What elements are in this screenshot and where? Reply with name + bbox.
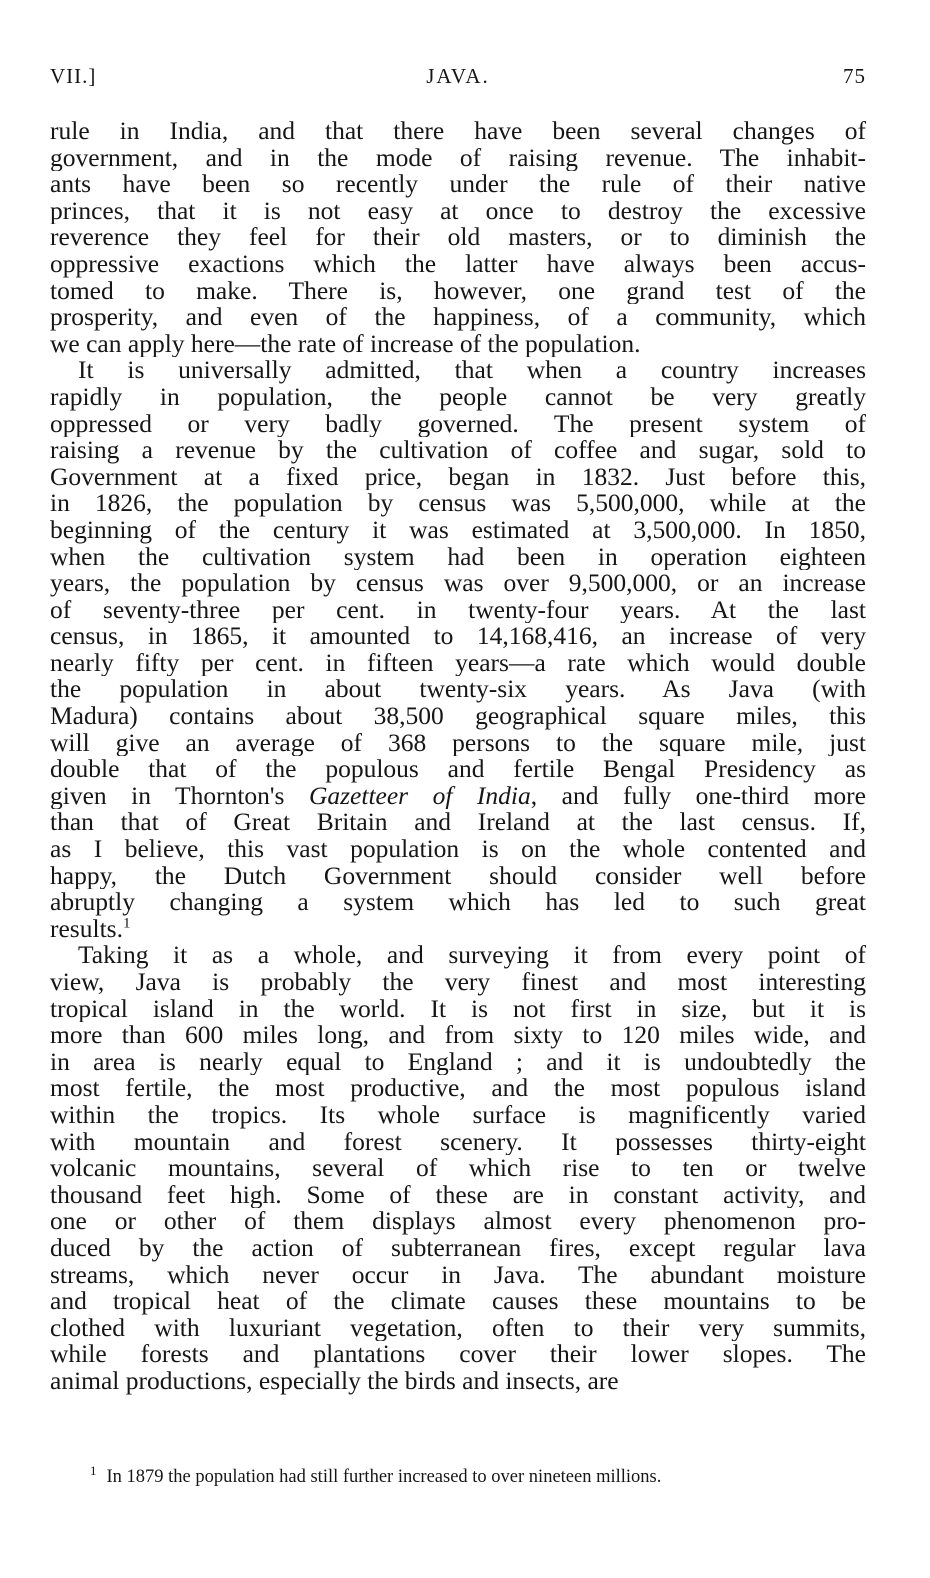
text-line <box>50 570 866 597</box>
line-text: view, Java is probably the very finest and most interesting <box>50 969 866 996</box>
line-text: happy, the Dutch Government should consider well before <box>50 862 866 890</box>
text-line <box>50 224 866 251</box>
line-text: Government at a fixed price, began in 1832. Just before this, <box>50 463 866 491</box>
line-text: streams, which never occur in Java. The abundant moisture <box>50 1261 866 1289</box>
line-text: tomed to make. There is, however, one grand test of the <box>50 277 866 305</box>
text-line <box>50 1262 866 1289</box>
text-line <box>50 1315 866 1342</box>
text-line <box>50 198 866 225</box>
line-text: while forests and plantations cover their lower slopes. The <box>50 1341 866 1368</box>
line-text: Madura) contains about 38,500 geographical square miles, this <box>50 703 866 730</box>
text-line <box>50 1155 866 1182</box>
line-text: than that of Great Britain and Ireland at the last census. If, <box>50 809 866 837</box>
line-text: clothed with luxuriant vegetation, often to their very summits, <box>50 1314 866 1342</box>
text-line <box>50 357 866 384</box>
text-line <box>50 1075 866 1102</box>
text-line <box>50 145 866 172</box>
text-line <box>50 1368 866 1395</box>
text-line <box>50 171 866 198</box>
text-line <box>50 676 866 703</box>
text-line <box>50 1208 866 1235</box>
line-text: thousand feet high. Some of these are in constant activity, and <box>50 1181 866 1209</box>
line-text: will give an average of 368 persons to the square mile, just <box>50 729 866 757</box>
text-line <box>50 1182 866 1209</box>
line-text: one or other of them displays almost every phenomenon pro- <box>50 1208 866 1235</box>
line-text: of seventy-three per cent. in twenty-four years. At the last <box>50 596 866 624</box>
line-text: more than 600 miles long, and from sixty to 120 miles wide, and <box>50 1022 866 1049</box>
text-line <box>50 889 866 916</box>
text-line <box>50 118 866 145</box>
text-line <box>50 597 866 624</box>
line-text: abruptly changing a system which has led to such great <box>50 889 866 916</box>
line-text: the population in about twenty-six years. As Java (with <box>50 676 866 704</box>
line-text: in 1826, the population by census was 5,500,000, while at the <box>50 490 866 517</box>
text-line <box>50 916 866 943</box>
text-line <box>50 384 866 411</box>
text-line <box>50 809 866 836</box>
text-line <box>50 650 866 677</box>
line-text: and tropical heat of the climate causes these mountains to be <box>50 1288 866 1315</box>
line-text: years, the population by census was over 9,500,000, or an increase <box>50 570 866 597</box>
running-head <box>50 64 866 90</box>
line-text: animal productions, especially the birds and insects, are <box>50 1367 619 1395</box>
line-text: rule in India, and that there have been several changes of <box>50 118 866 145</box>
line-text: raising a revenue by the cultivation of coffee and sugar, sold to <box>50 437 866 464</box>
line-text: with mountain and forest scenery. It possesses thirty-eight <box>50 1128 866 1156</box>
text-line <box>50 517 866 544</box>
line-text: double that of the populous and fertile Bengal Presidency as <box>50 756 866 783</box>
line-text: we can apply here—the rate of increase of the population. <box>50 330 641 358</box>
text-line <box>50 251 866 278</box>
line-text: oppressive exactions which the latter have always been accus- <box>50 250 866 278</box>
body-text <box>50 118 866 1395</box>
footnote-ref: 1 <box>122 915 131 932</box>
text-line <box>50 942 866 969</box>
page-title: JAVA. <box>426 64 490 88</box>
line-text: duced by the action of subterranean fires, except regular lava <box>50 1234 866 1262</box>
line-text: when the cultivation system had been in operation eighteen <box>50 543 866 571</box>
footnote <box>50 1462 866 1488</box>
line-text: rapidly in population, the people cannot be very greatly <box>50 383 866 411</box>
line-text: most fertile, the most productive, and the most populous island <box>50 1075 866 1102</box>
paragraph <box>50 118 866 357</box>
line-text: given in Thornton's Gazetteer of India, and fully one-third more <box>50 782 866 810</box>
text-line <box>50 1288 866 1315</box>
text-line <box>50 1129 866 1156</box>
text-line <box>50 304 866 331</box>
text-line <box>50 331 866 358</box>
line-text: ants have been so recently under the rule of their native <box>50 171 866 198</box>
text-line <box>50 756 866 783</box>
page-number: 75 <box>843 64 866 88</box>
line-text: beginning of the century it was estimated at 3,500,000. In 1850, <box>50 516 866 544</box>
line-text: princes, that it is not easy at once to destroy the excessive <box>50 197 866 225</box>
text-line <box>50 996 866 1023</box>
line-text: oppressed or very badly governed. The present system of <box>50 410 866 438</box>
text-line <box>50 703 866 730</box>
footnote-text: In 1879 the population had still further increased to over nineteen millions. <box>106 1467 662 1487</box>
text-line <box>50 1049 866 1076</box>
text-line <box>50 437 866 464</box>
text-line <box>50 1341 866 1368</box>
line-text: census, in 1865, it amounted to 14,168,416, an increase of very <box>50 623 866 650</box>
line-text: tropical island in the world. It is not first in size, but it is <box>50 995 866 1023</box>
paragraph <box>50 357 866 942</box>
line-text: Taking it as a whole, and surveying it from every point of <box>78 942 866 969</box>
text-line <box>50 1102 866 1129</box>
chapter-number: VII.] <box>50 64 97 88</box>
text-line <box>50 490 866 517</box>
line-text: It is universally admitted, that when a country increases <box>78 357 866 384</box>
text-line <box>50 863 866 890</box>
text-line <box>50 783 866 810</box>
text-line <box>50 623 866 650</box>
line-text: in area is nearly equal to England ; and it is undoubtedly the <box>50 1048 866 1076</box>
line-text: government, and in the mode of raising revenue. The inhabit- <box>50 144 866 172</box>
text-line <box>50 969 866 996</box>
line-text: results. <box>50 915 123 943</box>
footnote-mark: 1 <box>90 1462 97 1478</box>
line-text: within the tropics. Its whole surface is magnificently varied <box>50 1101 866 1129</box>
line-text: prosperity, and even of the happiness, of a community, which <box>50 304 866 331</box>
text-line <box>50 544 866 571</box>
text-line <box>50 278 866 305</box>
text-line <box>50 1235 866 1262</box>
text-line <box>50 464 866 491</box>
text-line <box>50 836 866 863</box>
line-text: nearly fifty per cent. in fifteen years—a rate which would double <box>50 649 866 677</box>
line-text: volcanic mountains, several of which rise to ten or twelve <box>50 1155 866 1182</box>
text-line <box>50 730 866 757</box>
line-text: reverence they feel for their old masters, or to diminish the <box>50 224 866 251</box>
text-line <box>50 1022 866 1049</box>
paragraph <box>50 942 866 1394</box>
line-text: as I believe, this vast population is on the whole contented and <box>50 836 866 863</box>
text-line <box>50 411 866 438</box>
